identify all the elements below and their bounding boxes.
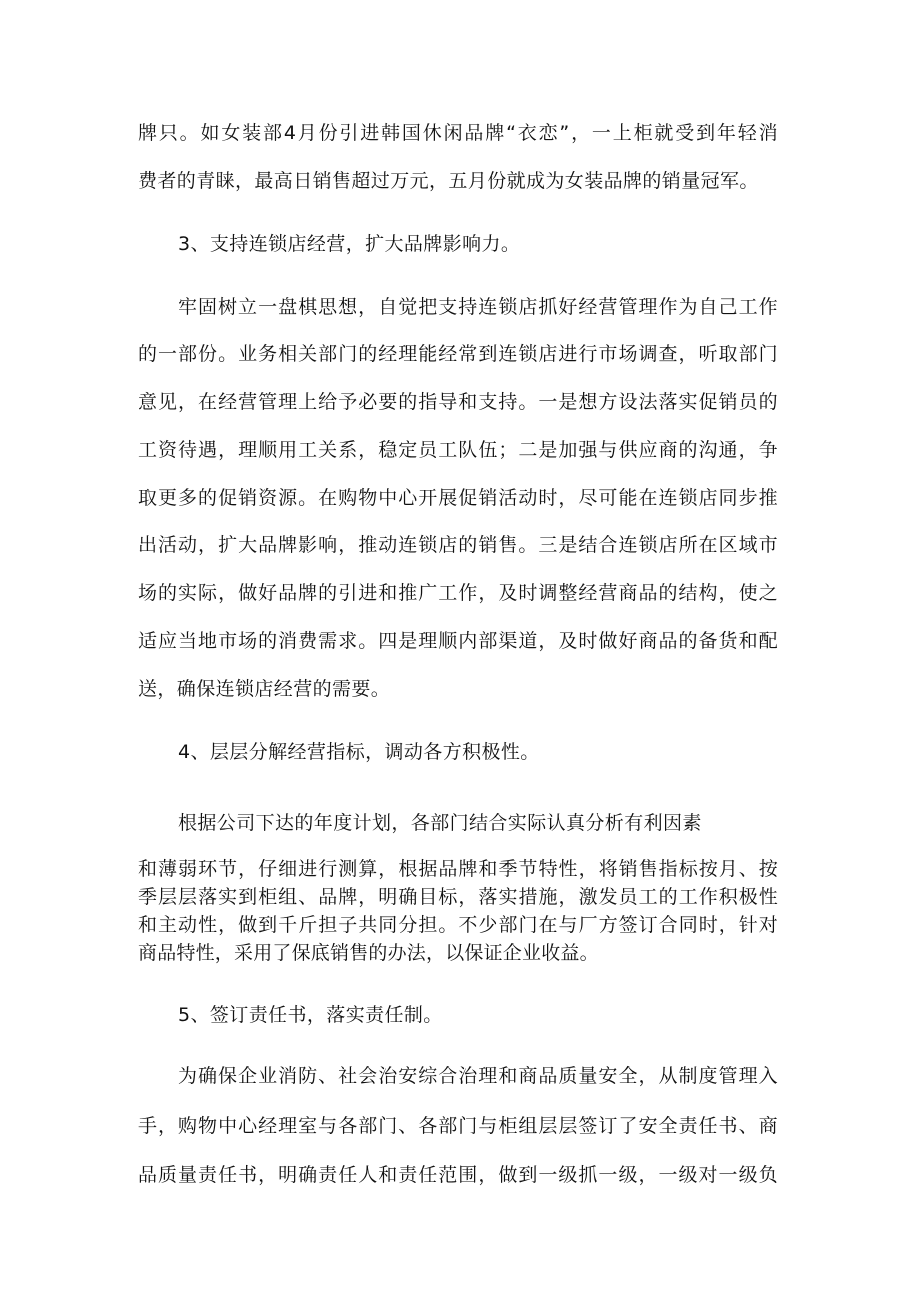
paragraph-line: 为确保企业消防、社会治安综合治理和商品质量安全，从制度管理入 xyxy=(178,1065,778,1087)
paragraph-line: 品质量责任书，明确责任人和责任范围，做到一级抓一级，一级对一级负 xyxy=(138,1164,778,1186)
paragraph-line: 手，购物中心经理室与各部门、各部门与柜组层层签订了安全责任书、商 xyxy=(138,1115,778,1137)
paragraph-line: 商品特性，采用了保底销售的办法，以保证企业收益。 xyxy=(138,942,599,964)
paragraph-line: 的一部份。业务相关部门的经理能经常到连锁店进行市场调查，听取部门 xyxy=(138,343,778,365)
paragraph-line: 适应当地市场的消费需求。四是理顺内部渠道，及时做好商品的备货和配 xyxy=(138,630,778,652)
paragraph-line: 场的实际，做好品牌的引进和推广工作，及时调整经营商品的结构，使之 xyxy=(138,582,778,604)
paragraph-line: 和主动性，做到千斤担子共同分担。不少部门在与厂方签订合同时，针对 xyxy=(138,914,778,936)
paragraph-line: 取更多的促销资源。在购物中心开展促销活动时，尽可能在连锁店同步推 xyxy=(138,487,778,509)
paragraph-line: 季层层落实到柜组、品牌，明确目标，落实措施，激发员工的工作积极性 xyxy=(138,886,778,908)
section-heading-3: 3、支持连锁店经营，扩大品牌影响力。 xyxy=(178,233,521,255)
paragraph-line: 出活动，扩大品牌影响，推动连锁店的销售。三是结合连锁店所在区域市 xyxy=(138,534,778,556)
paragraph-line: 费者的青睐，最高日销售超过万元，五月份就成为女装品牌的销量冠军。 xyxy=(138,170,759,192)
paragraph-line: 工资待遇，理顺用工关系，稳定员工队伍；二是加强与供应商的沟通，争 xyxy=(138,439,778,461)
paragraph-line: 和薄弱环节，仔细进行测算，根据品牌和季节特性，将销售指标按月、按 xyxy=(138,858,778,880)
paragraph-line: 牌只。如女装部4月份引进韩国休闲品牌“衣恋”，一上柜就受到年轻消 xyxy=(138,122,778,144)
section-heading-4: 4、层层分解经营指标，调动各方积极性。 xyxy=(178,741,540,763)
section-heading-5: 5、签订责任书，落实责任制。 xyxy=(178,1004,443,1026)
paragraph-line: 送，确保连锁店经营的需要。 xyxy=(138,678,391,700)
paragraph-line: 根据公司下达的年度计划，各部门结合实际认真分析有利因素 xyxy=(178,812,702,834)
paragraph-line: 意见，在经营管理上给予必要的指导和支持。一是想方设法落实促销员的 xyxy=(138,391,778,413)
paragraph-line: 牢固树立一盘棋思想，自觉把支持连锁店抓好经营管理作为自己工作 xyxy=(178,296,778,318)
